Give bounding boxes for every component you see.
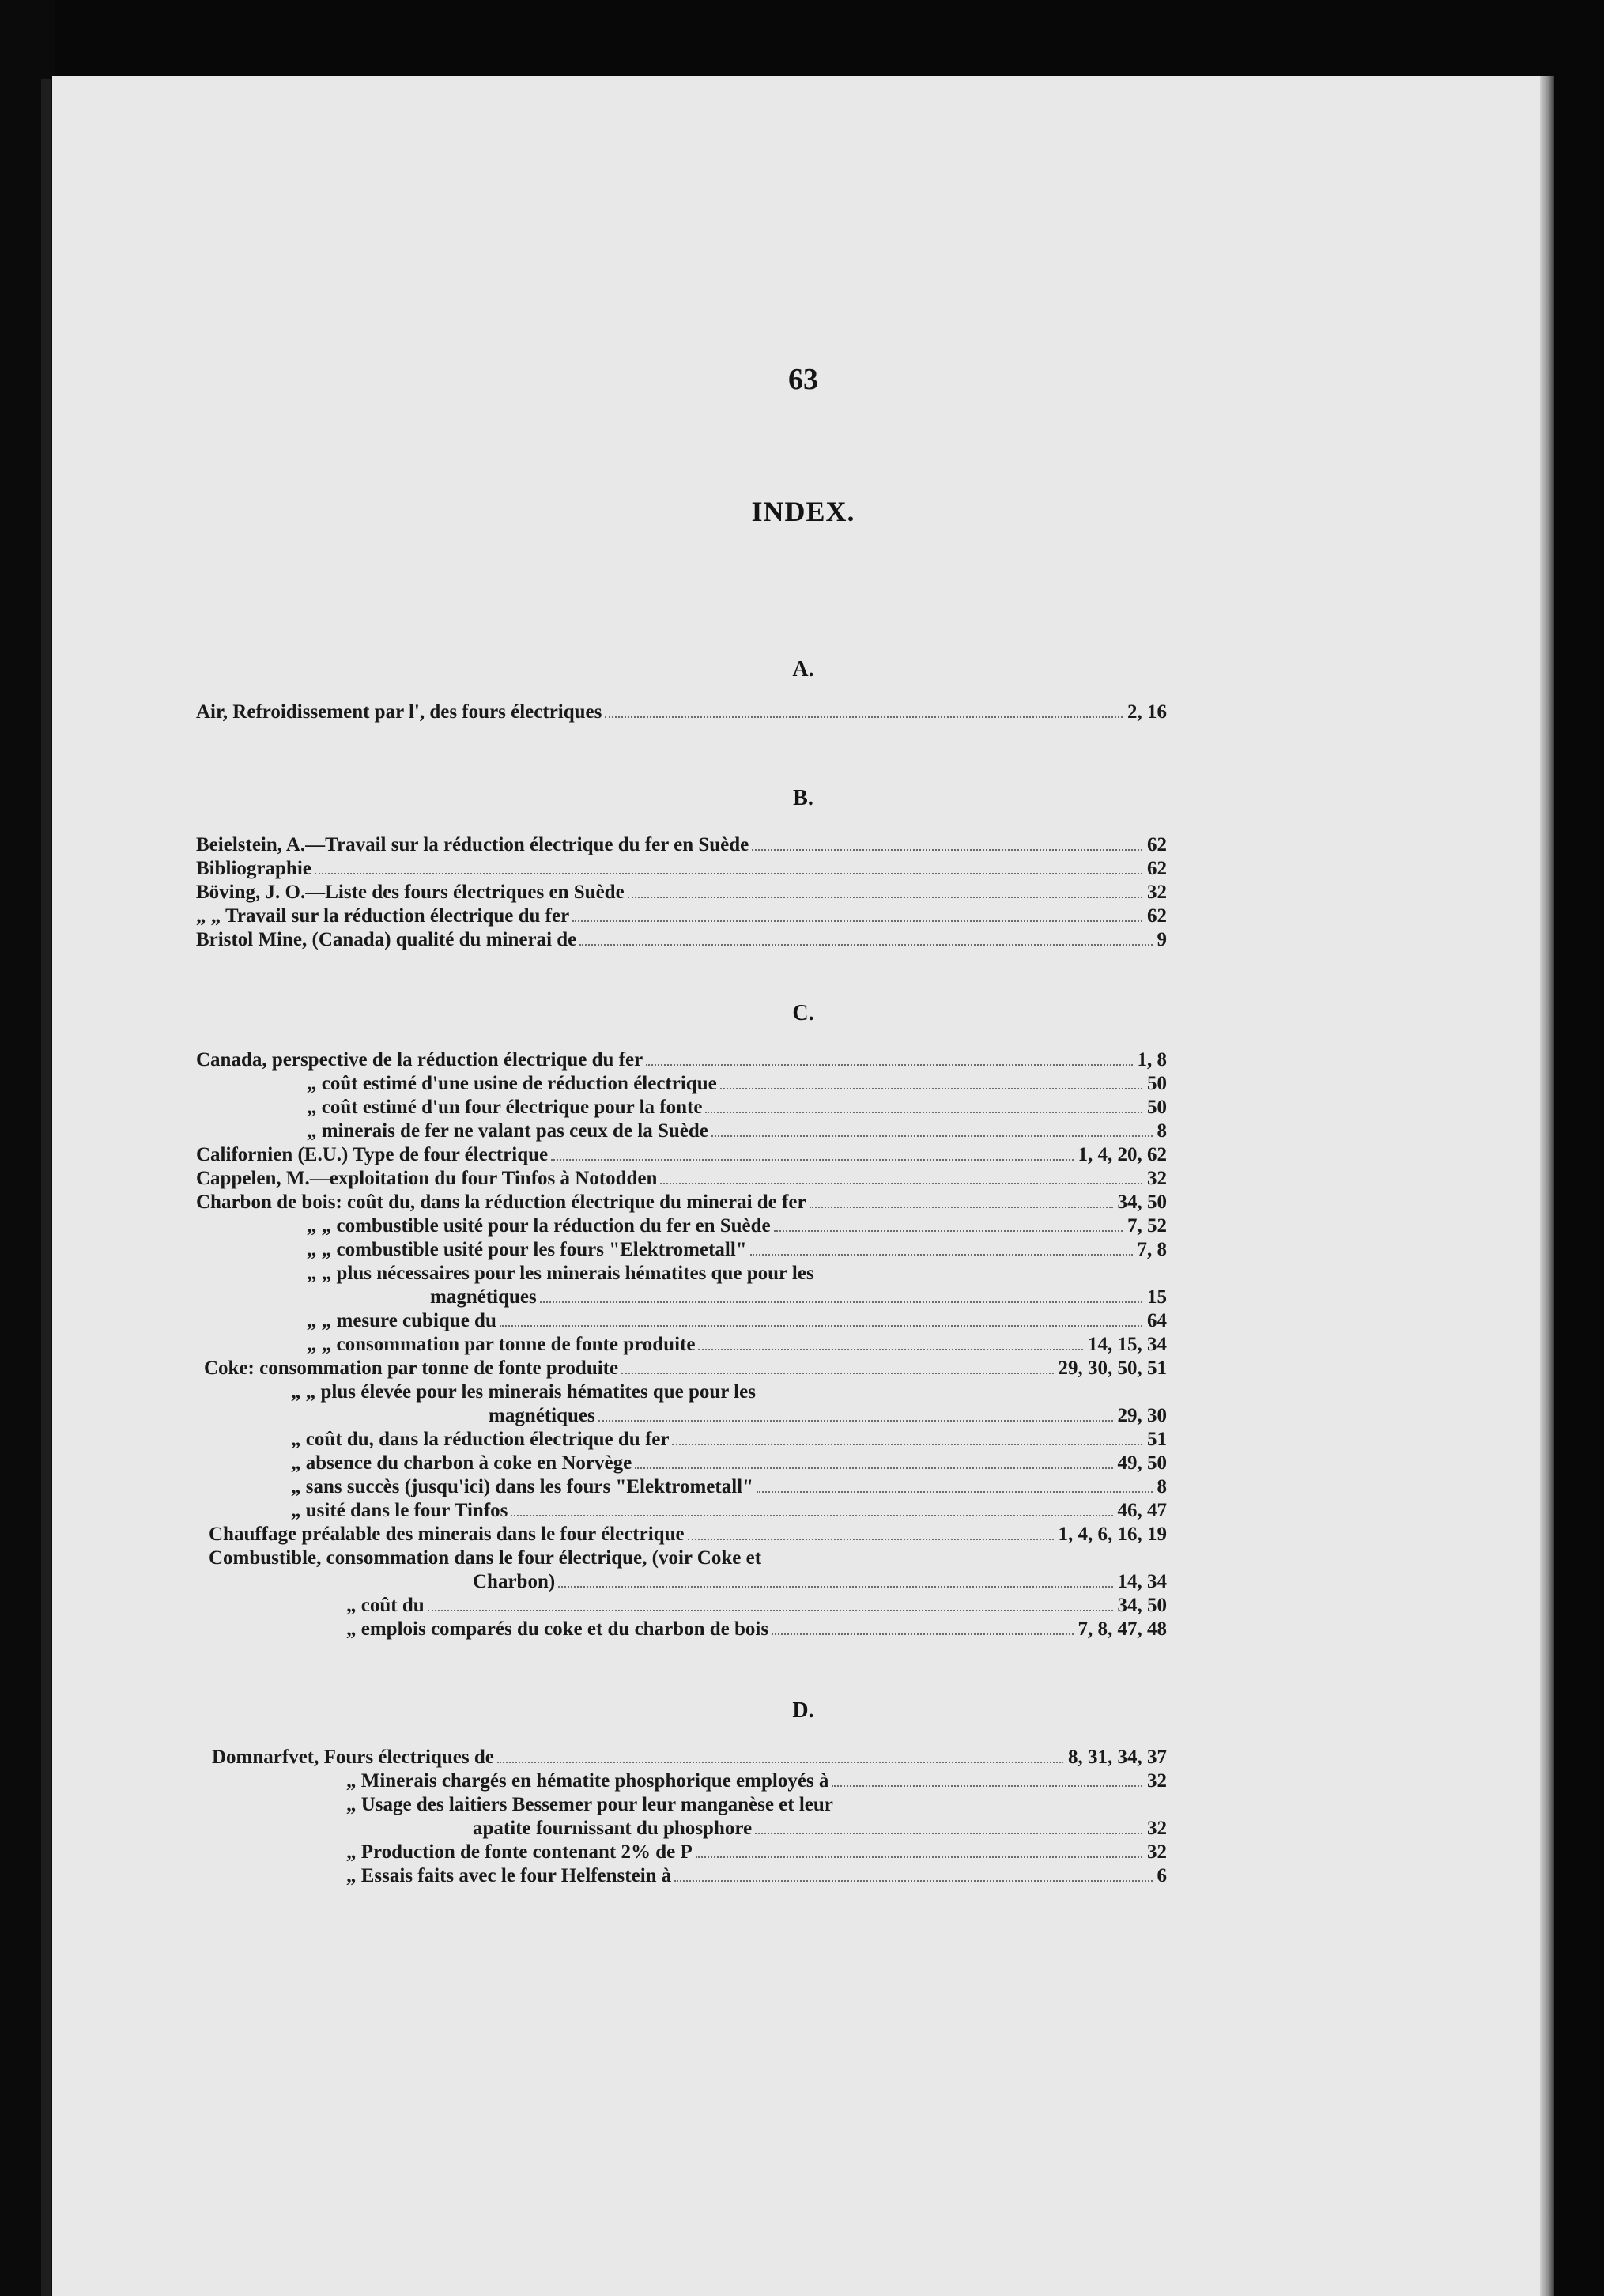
book-page	[52, 76, 1554, 2296]
index-entry: „ coût du, dans la réduction électrique du fer 51	[291, 1429, 1167, 1450]
index-entry: Charbon de bois: coût du, dans la réduction électrique du minerai de fer 34, 50	[196, 1191, 1167, 1213]
index-title: INDEX.	[751, 496, 855, 527]
index-entry: „ „ plus nécessaires pour les minerais hématites que pour les	[307, 1263, 814, 1284]
index-entry: „ Usage des laitiers Bessemer pour leur manganèse et leur	[346, 1794, 833, 1815]
index-entry: „ Production de fonte contenant 2% de P 32	[346, 1841, 1167, 1863]
index-entry: „ coût estimé d'une usine de réduction électrique 50	[307, 1073, 1167, 1094]
section-letter-b: B.	[793, 786, 813, 810]
index-entry: magnétiques 29, 30	[489, 1405, 1167, 1426]
index-entry: „ „ combustible usité pour la réduction du fer en Suède 7, 52	[307, 1215, 1167, 1237]
index-entry: Chauffage préalable des minerais dans le four électrique 1, 4, 6, 16, 19	[209, 1524, 1167, 1545]
binding-strip	[41, 79, 51, 2296]
index-entry: „ minerais de fer ne valant pas ceux de la Suède 8	[307, 1120, 1167, 1142]
index-entry: „ „ plus élevée pour les minerais hématites que pour les	[291, 1381, 756, 1403]
page-number: 63	[788, 363, 818, 396]
index-entry: „ sans succès (jusqu'ici) dans les fours "Elektrometall" 8	[291, 1476, 1167, 1497]
index-entry: „ emplois comparés du coke et du charbon de bois 7, 8, 47, 48	[346, 1618, 1167, 1640]
index-entry: Böving, J. O.—Liste des fours électriques en Suède 32	[196, 882, 1167, 903]
index-entry: „ „ combustible usité pour les fours "Elektrometall" 7, 8	[307, 1239, 1167, 1260]
index-entry: „ usité dans le four Tinfos 46, 47	[291, 1500, 1167, 1521]
index-entry: Coke: consommation par tonne de fonte produite 29, 30, 50, 51	[204, 1358, 1167, 1379]
section-letter-a: A.	[792, 657, 814, 682]
index-entry: Air, Refroidissement par l', des fours électriques 2, 16	[196, 701, 1167, 723]
index-entry: „ „ Travail sur la réduction électrique du fer 62	[196, 905, 1167, 927]
index-entry: Domnarfvet, Fours électriques de 8, 31, 34, 37	[212, 1747, 1167, 1768]
index-entry: Bibliographie 62	[196, 858, 1167, 879]
index-entry: apatite fournissant du phosphore 32	[473, 1818, 1167, 1839]
index-entry: „ „ mesure cubique du 64	[307, 1310, 1167, 1331]
index-entry: „ Minerais chargés en hématite phosphorique employés à 32	[346, 1770, 1167, 1792]
index-entry: „ coût du 34, 50	[346, 1595, 1167, 1616]
index-entry: Canada, perspective de la réduction électrique du fer 1, 8	[196, 1049, 1167, 1071]
index-entry: magnétiques 15	[430, 1286, 1167, 1308]
index-entry: Combustible, consommation dans le four électrique, (voir Coke et	[209, 1547, 762, 1569]
index-entry: Cappelen, M.—exploitation du four Tinfos à Notodden 32	[196, 1168, 1167, 1189]
index-entry: „ coût estimé d'un four électrique pour la fonte 50	[307, 1097, 1167, 1118]
section-letter-d: D.	[792, 1698, 814, 1723]
index-entry: Californien (E.U.) Type de four électrique 1, 4, 20, 62	[196, 1144, 1167, 1165]
index-entry: „ „ consommation par tonne de fonte produite 14, 15, 34	[307, 1334, 1167, 1355]
section-letter-c: C.	[792, 1001, 814, 1025]
index-entry: „ Essais faits avec le four Helfenstein à 6	[346, 1865, 1167, 1886]
index-entry: Beielstein, A.—Travail sur la réduction électrique du fer en Suède 62	[196, 834, 1167, 855]
index-entry: Bristol Mine, (Canada) qualité du minerai de 9	[196, 929, 1167, 950]
dot-leader	[605, 716, 1123, 718]
index-entry: „ absence du charbon à coke en Norvège 49, 50	[291, 1452, 1167, 1474]
index-entry: Charbon) 14, 34	[473, 1571, 1167, 1592]
